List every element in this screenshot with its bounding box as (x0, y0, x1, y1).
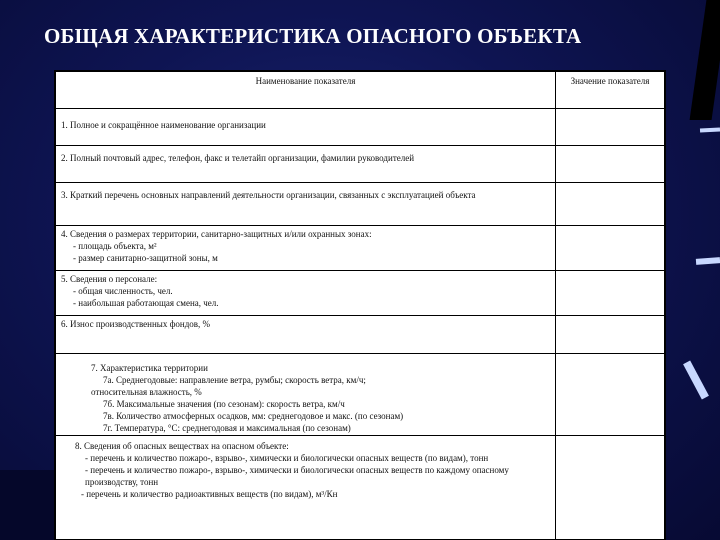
row-4-line: 4. Сведения о размерах территории, санитарно-защитных и/или охранных зонах: (61, 229, 372, 239)
row-1-name (56, 109, 556, 146)
header-indicator-name: Наименование показателя (56, 72, 556, 109)
row-5-line: 5. Сведения о персонале: (61, 274, 158, 284)
table-header-row (56, 72, 665, 109)
row-4-value (556, 226, 665, 271)
row-8-line: - перечень и количество пожаро-, взрыво-, химически и биологически опасных веществ по каждому опасному производству, тонн (85, 465, 509, 487)
row-1-value (556, 109, 665, 146)
row-7-line: 7г. Температура, °С: среднегодовая и максимальная (по сезонам) (103, 423, 351, 433)
row-8-line: - перечень и количество пожаро-, взрыво-, химически и биологически опасных веществ (по видам), тонн (85, 453, 489, 463)
row-3-line: 3. Краткий перечень основных направлений деятельности организации, связанных с эксплуатацией объекта (61, 190, 476, 200)
row-2-line: 2. Полный почтовый адрес, телефон, факс и телетайп организации, фамилии руководителей (61, 153, 415, 163)
row-7-line: 7в. Количество атмосферных осадков, мм: среднегодовое и макс. (по сезонам) (103, 411, 404, 421)
row-5-name (56, 271, 556, 316)
row-8-line: - перечень и количество радиоактивных веществ (по видам), м³/Кн (81, 489, 338, 499)
table-row (56, 271, 665, 316)
row-1-line: 1. Полное и сокращённое наименование организации (61, 120, 266, 130)
table-row (56, 436, 665, 540)
table-row (56, 183, 665, 226)
table-row (56, 316, 665, 354)
table-row (56, 109, 665, 146)
row-4-line: - площадь объекта, м² (73, 241, 157, 251)
row-7-name (56, 354, 556, 436)
row-3-name (56, 183, 556, 226)
row-7-line: 7. Характеристика территории (91, 363, 208, 373)
row-8-name (56, 436, 556, 540)
row-8-line: 8. Сведения об опасных веществах на опасном объекте: (75, 441, 289, 451)
row-3-value (556, 183, 665, 226)
row-6-line: 6. Износ производственных фондов, % (61, 319, 211, 329)
row-2-name (56, 146, 556, 183)
row-7-line: 7б. Максимальные значения (по сезонам): скорость ветра, км/ч (103, 399, 345, 409)
row-5-line: - общая численность, чел. (73, 286, 173, 296)
row-4-line: - размер санитарно-защитной зоны, м (73, 253, 218, 263)
characteristics-sheet (54, 70, 666, 540)
row-4-name (56, 226, 556, 271)
table-row (56, 354, 665, 436)
page-title: ОБЩАЯ ХАРАКТЕРИСТИКА ОПАСНОГО ОБЪЕКТА (44, 24, 582, 48)
row-2-value (556, 146, 665, 183)
row-7-line: относительная влажность, % (91, 387, 202, 397)
row-6-value (556, 316, 665, 354)
table-row (56, 146, 665, 183)
table-row (56, 226, 665, 271)
characteristics-table (55, 71, 665, 540)
row-7-value (556, 354, 665, 436)
row-5-value (556, 271, 665, 316)
decor-stripe (0, 470, 54, 540)
row-8-value (556, 436, 665, 540)
row-7-line: 7а. Среднегодовые: направление ветра, румбы; скорость ветра, км/ч; (103, 375, 366, 385)
row-5-line: - наибольшая работающая смена, чел. (73, 298, 219, 308)
row-6-name (56, 316, 556, 354)
header-indicator-value: Значение показателя (556, 72, 665, 109)
